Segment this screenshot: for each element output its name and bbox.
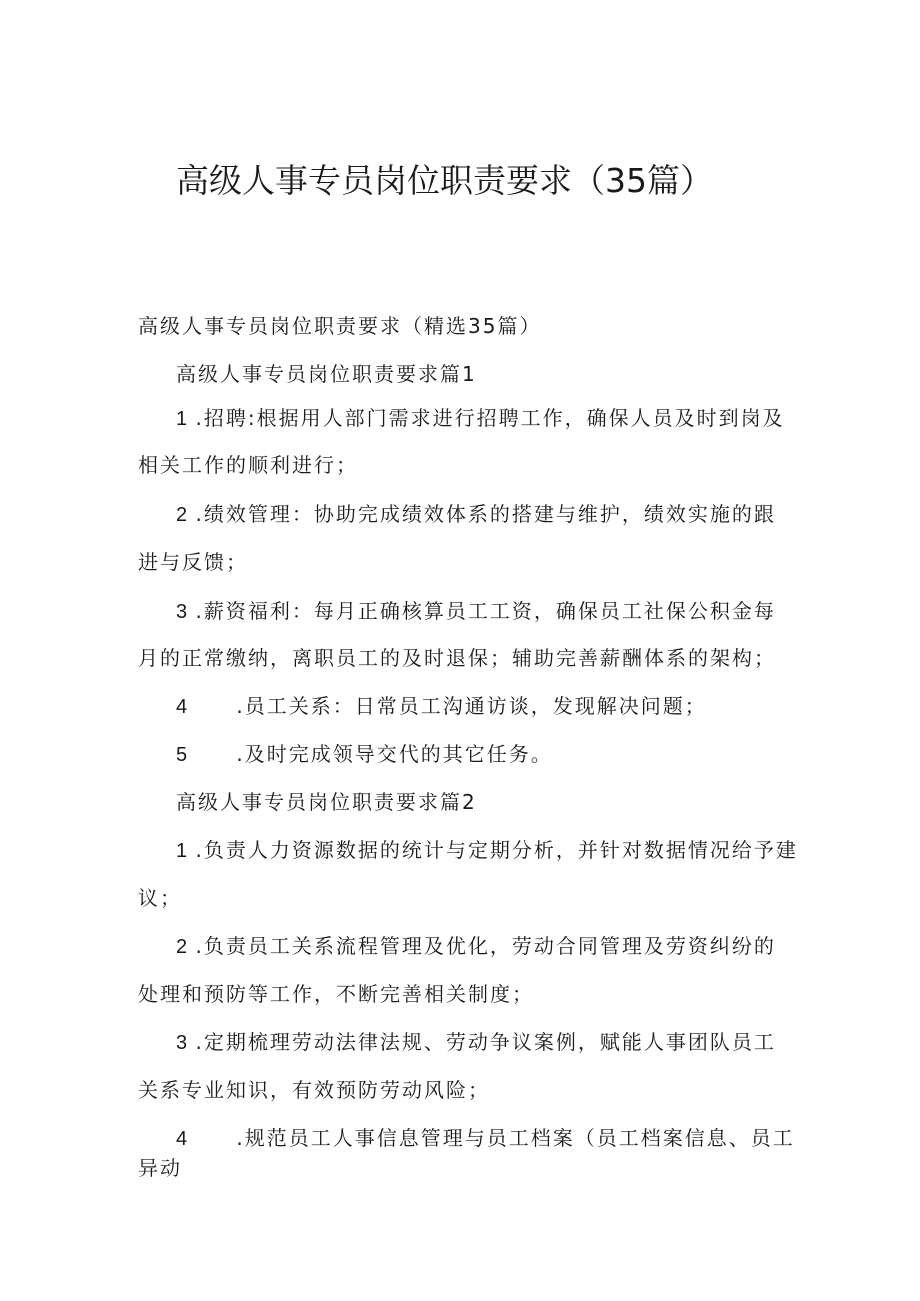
- item-number: 1: [176, 408, 188, 430]
- item-number: 2: [176, 936, 188, 958]
- list-item: [176, 500, 776, 529]
- list-item: [176, 1124, 795, 1153]
- section-heading-1: 高级人事专员岗位职责要求篇1: [176, 362, 477, 386]
- list-item: [176, 932, 776, 961]
- item-text: .及时完成领导交代的其它任务。: [236, 742, 553, 766]
- item-text-continued: 关系专业知识，有效预防劳动风险；: [138, 1078, 490, 1102]
- item-number: 3: [176, 601, 188, 623]
- item-number: 5: [176, 744, 188, 766]
- item-text-continued: 异动: [138, 1156, 182, 1180]
- item-text: .招聘:根据用人部门需求进行招聘工作，确保人员及时到岗及: [195, 406, 785, 430]
- item-number: 4: [176, 696, 188, 718]
- item-text-continued: 处理和预防等工作，不断完善相关制度；: [138, 982, 534, 1006]
- item-text-continued: 议；: [138, 886, 182, 910]
- section-heading-2: 高级人事专员岗位职责要求篇2: [176, 790, 477, 814]
- item-number: 3: [176, 1032, 188, 1054]
- item-text: .负责员工关系流程管理及优化，劳动合同管理及劳资纠纷的: [195, 934, 776, 958]
- list-item: [176, 836, 798, 865]
- item-text-continued: 月的正常缴纳，离职员工的及时退保；辅助完善薪酬体系的架构；: [138, 646, 776, 670]
- list-item: [176, 404, 785, 433]
- list-item: [176, 692, 707, 721]
- item-text: .员工关系：日常员工沟通访谈，发现解决问题；: [236, 694, 707, 718]
- item-text: .薪资福利：每月正确核算员工工资，确保员工社保公积金每: [195, 599, 776, 623]
- item-text-continued: 进与反馈；: [138, 550, 248, 574]
- list-item: [176, 597, 776, 626]
- item-text: .定期梳理劳动法律法规、劳动争议案例，赋能人事团队员工: [195, 1030, 776, 1054]
- list-item: [176, 1028, 776, 1057]
- list-item: [176, 740, 553, 769]
- document-subtitle: 高级人事专员岗位职责要求（精选35篇）: [138, 314, 542, 338]
- item-number: 4: [176, 1128, 188, 1150]
- item-number: 1: [176, 840, 188, 862]
- item-text-continued: 相关工作的顺利进行；: [138, 453, 358, 477]
- item-text: .绩效管理：协助完成绩效体系的搭建与维护，绩效实施的跟: [195, 502, 776, 526]
- document-title: 高级人事专员岗位职责要求（35篇）: [176, 161, 713, 200]
- item-text: .负责人力资源数据的统计与定期分析，并针对数据情况给予建: [195, 838, 798, 862]
- item-text: .规范员工人事信息管理与员工档案（员工档案信息、员工: [236, 1126, 795, 1150]
- item-number: 2: [176, 504, 188, 526]
